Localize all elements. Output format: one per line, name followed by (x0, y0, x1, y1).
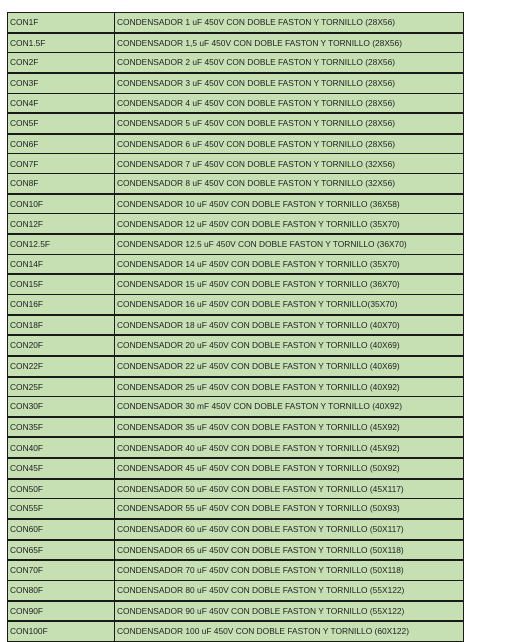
product-description-cell[interactable]: CONDENSADOR 80 uF 450V CON DOBLE FASTON Y TORNILLO (55X122) (115, 580, 464, 600)
product-description-cell[interactable]: CONDENSADOR 18 uF 450V CON DOBLE FASTON Y TORNILLO (40X70) (115, 315, 464, 336)
product-code-cell[interactable]: CON45F (8, 458, 115, 479)
table-row (8, 315, 464, 336)
table-row (8, 621, 464, 641)
product-description-cell[interactable]: CONDENSADOR 70 uF 450V CON DOBLE FASTON Y TORNILLO (50X118) (115, 560, 464, 580)
product-code-cell[interactable]: CON8F (8, 174, 115, 194)
table-row (8, 154, 464, 174)
product-code-cell[interactable]: CON5F (8, 113, 115, 134)
product-description-cell[interactable]: CONDENSADOR 8 uF 450V CON DOBLE FASTON Y TORNILLO (32X56) (115, 174, 464, 194)
table-row (8, 458, 464, 479)
table-row (8, 479, 464, 499)
table-row (8, 274, 464, 294)
product-description-cell[interactable]: CONDENSADOR 12 uF 450V CON DOBLE FASTON Y TORNILLO (35X70) (115, 214, 464, 234)
product-code-cell[interactable]: CON65F (8, 540, 115, 561)
product-code-cell[interactable]: CON100F (8, 621, 115, 641)
table-row (8, 601, 464, 622)
product-code-cell[interactable]: CON18F (8, 315, 115, 336)
product-code-cell[interactable]: CON55F (8, 499, 115, 519)
product-code-cell[interactable]: CON6F (8, 134, 115, 154)
table-row (8, 33, 464, 53)
product-description-cell[interactable]: CONDENSADOR 20 uF 450V CON DOBLE FASTON Y TORNILLO (40X69) (115, 335, 464, 356)
table-row (8, 294, 464, 314)
product-description-cell[interactable]: CONDENSADOR 12.5 uF 450V CON DOBLE FASTON Y TORNILLO (36X70) (115, 234, 464, 254)
product-code-cell[interactable]: CON30F (8, 397, 115, 417)
table-row (8, 254, 464, 274)
product-description-cell[interactable]: CONDENSADOR 10 uF 450V CON DOBLE FASTON Y TORNILLO (36X58) (115, 194, 464, 214)
product-description-cell[interactable]: CONDENSADOR 65 uF 450V CON DOBLE FASTON Y TORNILLO (50X118) (115, 540, 464, 561)
product-description-cell[interactable]: CONDENSADOR 16 uF 450V CON DOBLE FASTON Y TORNILLO(35X70) (115, 294, 464, 314)
product-description-cell[interactable]: CONDENSADOR 7 uF 450V CON DOBLE FASTON Y TORNILLO (32X56) (115, 154, 464, 174)
table-row (8, 134, 464, 154)
product-description-cell[interactable]: CONDENSADOR 90 uF 450V CON DOBLE FASTON Y TORNILLO (55X122) (115, 601, 464, 622)
product-description-cell[interactable]: CONDENSADOR 1 uF 450V CON DOBLE FASTON Y TORNILLO (28X56) (115, 13, 464, 33)
product-code-cell[interactable]: CON1.5F (8, 33, 115, 53)
table-row (8, 13, 464, 33)
table-row (8, 234, 464, 254)
product-description-cell[interactable]: CONDENSADOR 22 uF 450V CON DOBLE FASTON Y TORNILLO (40X69) (115, 356, 464, 377)
product-code-cell[interactable]: CON70F (8, 560, 115, 580)
table-row (8, 417, 464, 438)
product-code-cell[interactable]: CON60F (8, 519, 115, 540)
product-code-cell[interactable]: CON16F (8, 294, 115, 314)
table-row (8, 214, 464, 234)
table-row (8, 73, 464, 93)
table-row (8, 113, 464, 134)
table-row (8, 335, 464, 356)
product-code-cell[interactable]: CON4F (8, 93, 115, 113)
product-description-cell[interactable]: CONDENSADOR 4 uF 450V CON DOBLE FASTON Y TORNILLO (28X56) (115, 93, 464, 113)
product-description-cell[interactable]: CONDENSADOR 25 uF 450V CON DOBLE FASTON Y TORNILLO (40X92) (115, 377, 464, 397)
product-code-cell[interactable]: CON2F (8, 53, 115, 73)
table-row (8, 499, 464, 519)
table-row (8, 356, 464, 377)
product-description-cell[interactable]: CONDENSADOR 30 mF 450V CON DOBLE FASTON Y TORNILLO (40X92) (115, 397, 464, 417)
table-row (8, 560, 464, 580)
product-code-cell[interactable]: CON35F (8, 417, 115, 438)
product-code-cell[interactable]: CON40F (8, 437, 115, 458)
product-code-cell[interactable]: CON1F (8, 13, 115, 33)
product-code-cell[interactable]: CON14F (8, 254, 115, 274)
table-row (8, 519, 464, 540)
product-description-cell[interactable]: CONDENSADOR 5 uF 450V CON DOBLE FASTON Y TORNILLO (28X56) (115, 113, 464, 134)
product-code-cell[interactable]: CON7F (8, 154, 115, 174)
product-description-cell[interactable]: CONDENSADOR 45 uF 450V CON DOBLE FASTON Y TORNILLO (50X92) (115, 458, 464, 479)
product-description-cell[interactable]: CONDENSADOR 3 uF 450V CON DOBLE FASTON Y TORNILLO (28X56) (115, 73, 464, 93)
product-description-cell[interactable]: CONDENSADOR 1,5 uF 450V CON DOBLE FASTON Y TORNILLO (28X56) (115, 33, 464, 53)
product-description-cell[interactable]: CONDENSADOR 15 uF 450V CON DOBLE FASTON Y TORNILLO (36X70) (115, 274, 464, 294)
table-row (8, 397, 464, 417)
product-description-cell[interactable]: CONDENSADOR 6 uF 450V CON DOBLE FASTON Y TORNILLO (28X56) (115, 134, 464, 154)
table-row (8, 174, 464, 194)
product-code-cell[interactable]: CON12.5F (8, 234, 115, 254)
product-code-cell[interactable]: CON3F (8, 73, 115, 93)
product-code-cell[interactable]: CON25F (8, 377, 115, 397)
product-table-body (8, 13, 464, 642)
product-code-cell[interactable]: CON15F (8, 274, 115, 294)
product-description-cell[interactable]: CONDENSADOR 60 uF 450V CON DOBLE FASTON Y TORNILLO (50X117) (115, 519, 464, 540)
product-description-cell[interactable]: CONDENSADOR 55 uF 450V CON DOBLE FASTON Y TORNILLO (50X93) (115, 499, 464, 519)
product-code-cell[interactable]: CON90F (8, 601, 115, 622)
product-table (7, 12, 464, 642)
product-code-cell[interactable]: CON80F (8, 580, 115, 600)
product-description-cell[interactable]: CONDENSADOR 2 uF 450V CON DOBLE FASTON Y TORNILLO (28X56) (115, 53, 464, 73)
table-row (8, 437, 464, 458)
table-row (8, 93, 464, 113)
product-code-cell[interactable]: CON22F (8, 356, 115, 377)
table-row (8, 540, 464, 561)
product-description-cell[interactable]: CONDENSADOR 35 uF 450V CON DOBLE FASTON Y TORNILLO (45X92) (115, 417, 464, 438)
table-row (8, 580, 464, 600)
table-row (8, 53, 464, 73)
table-row (8, 377, 464, 397)
product-description-cell[interactable]: CONDENSADOR 40 uF 450V CON DOBLE FASTON Y TORNILLO (45X92) (115, 437, 464, 458)
product-code-cell[interactable]: CON12F (8, 214, 115, 234)
product-code-cell[interactable]: CON10F (8, 194, 115, 214)
product-code-cell[interactable]: CON50F (8, 479, 115, 499)
product-description-cell[interactable]: CONDENSADOR 14 uF 450V CON DOBLE FASTON Y TORNILLO (35X70) (115, 254, 464, 274)
product-description-cell[interactable]: CONDENSADOR 50 uF 450V CON DOBLE FASTON Y TORNILLO (45X117) (115, 479, 464, 499)
table-row (8, 194, 464, 214)
product-description-cell[interactable]: CONDENSADOR 100 uF 450V CON DOBLE FASTON Y TORNILLO (60X122) (115, 621, 464, 641)
product-code-cell[interactable]: CON20F (8, 335, 115, 356)
